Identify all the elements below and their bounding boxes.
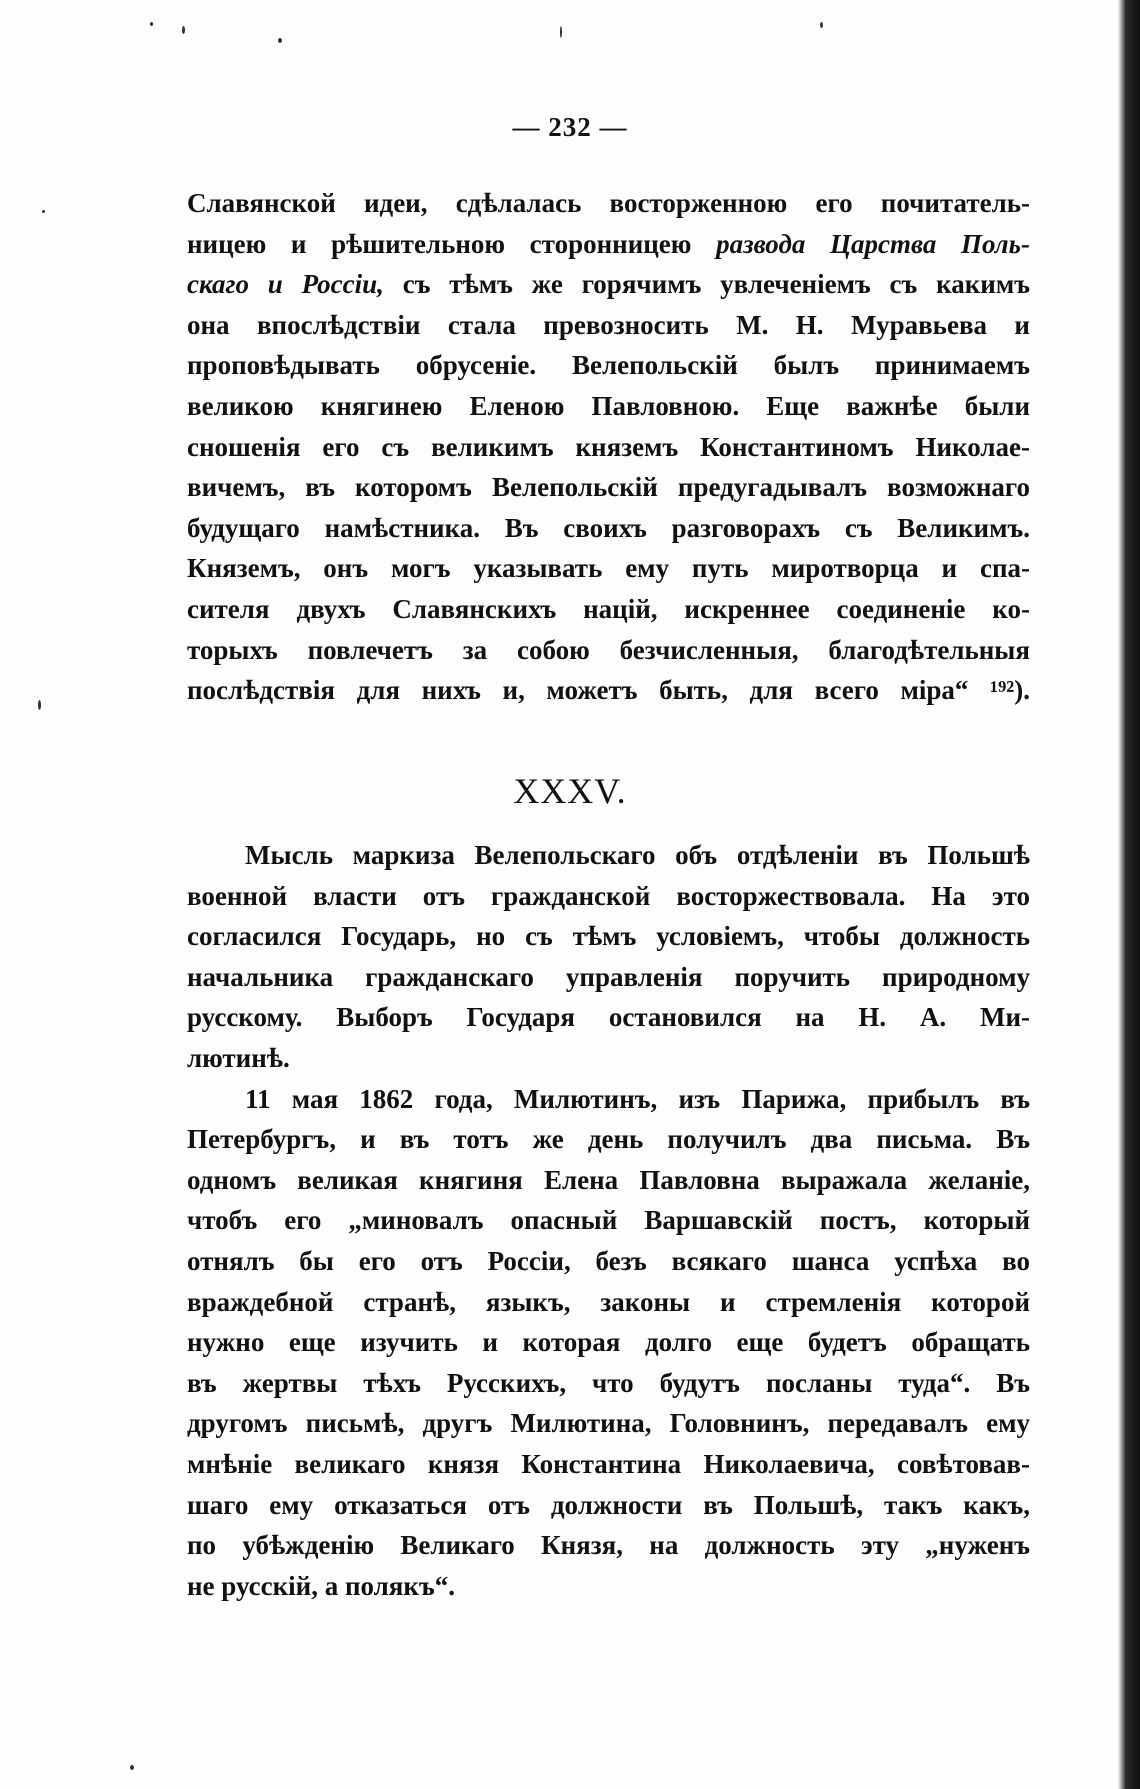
text-line: сношенія его съ великимъ княземъ Константиномъ Николае-	[187, 431, 1030, 462]
page-number: — 232 —	[512, 112, 628, 142]
text-line	[187, 224, 1030, 265]
scan-speck	[130, 1765, 134, 1770]
scan-speck	[38, 700, 41, 710]
text-line: нужно еще изучить и которая долго еще будетъ обращать	[187, 1327, 1030, 1358]
scan-speck	[820, 22, 823, 28]
text-line: лютинѣ.	[187, 1042, 290, 1073]
text-line	[187, 264, 1030, 305]
text-line: одномъ великая княгиня Елена Павловна выражала желаніе,	[187, 1164, 1030, 1195]
text-line: сителя двухъ Славянскихъ націй, искреннее соединеніе ко-	[187, 593, 1030, 624]
text-line: по убѣжденію Великаго Князя, на должность эту „нуженъ	[187, 1530, 1030, 1561]
scan-binding-edge	[1118, 0, 1140, 1789]
text-line: русскому. Выборъ Государя остановился на Н. А. Ми-	[187, 1002, 1030, 1033]
text-line: вичемъ, въ которомъ Велепольскій предугадывалъ возможнаго	[187, 472, 1030, 503]
text-line: она впослѣдствіи стала превозносить М. Н. Муравьева и	[187, 309, 1030, 340]
text-line: Петербургъ, и въ тотъ же день получилъ два письма. Въ	[187, 1124, 1030, 1155]
text-fragment: съ тѣмъ же горячимъ увлеченіемъ съ какимъ	[383, 269, 1030, 300]
text-line: проповѣдывать обрусеніе. Велепольскій былъ принимаемъ	[187, 350, 1030, 381]
italic-fragment: скаго и Россіи,	[187, 269, 384, 300]
text-line: Мысль маркиза Велепольскаго объ отдѣленіи въ Польшѣ	[245, 840, 1030, 870]
chapter-body	[187, 835, 1030, 1606]
text-line: Славянской идеи, сдѣлалась восторженною его почитатель-	[187, 188, 1030, 218]
text-line: не русскій, а полякъ“.	[187, 1570, 455, 1601]
text-fragment: ницею и рѣшительною сторонницею	[187, 228, 717, 259]
text-line: великою княгинею Еленою Павловною. Еще важнѣе были	[187, 390, 1030, 421]
scan-speck	[278, 38, 282, 43]
text-line: отнялъ бы его отъ Россіи, безъ всякаго шанса успѣха во	[187, 1245, 1030, 1276]
text-line: чтобъ его „миновалъ опасный Варшавскій постъ, который	[187, 1205, 1030, 1236]
text-line: военной власти отъ гражданской восторжествовала. На это	[187, 880, 1030, 911]
scan-speck	[150, 22, 153, 26]
text-line: согласился Государь, но съ тѣмъ условіемъ, чтобы должность	[187, 921, 1030, 952]
scan-speck	[560, 26, 562, 38]
scan-speck	[182, 26, 185, 34]
text-line: другомъ письмѣ, другъ Милютина, Головнинъ, передавалъ ему	[187, 1408, 1030, 1439]
text-line: шаго ему отказаться отъ должности въ Польшѣ, такъ какъ,	[187, 1489, 1030, 1520]
italic-fragment: развода Царства Поль-	[716, 228, 1030, 259]
text-line: враждебной странѣ, языкъ, законы и стремленія которой	[187, 1286, 1030, 1317]
paragraph-continued	[187, 183, 1030, 711]
text-line: въ жертвы тѣхъ Русскихъ, что будутъ посланы туда“. Въ	[187, 1367, 1030, 1398]
chapter-heading: XXXV.	[513, 771, 627, 811]
text-line: начальника гражданскаго управленія поручить природному	[187, 961, 1030, 992]
text-line: 11 мая 1862 года, Милютинъ, изъ Парижа, прибылъ въ	[245, 1083, 1030, 1114]
text-line: мнѣніе великаго князя Константина Николаевича, совѣтовав-	[187, 1448, 1030, 1479]
text-line: будущаго намѣстника. Въ своихъ разговорахъ съ Великимъ.	[187, 512, 1030, 543]
text-line: торыхъ повлечетъ за собою безчисленныя, благодѣтельныя	[187, 634, 1030, 665]
scan-speck	[42, 210, 45, 213]
text-line: послѣдствія для нихъ и, можетъ быть, для всего міра“ ¹⁹²).	[187, 675, 1030, 706]
text-line: Княземъ, онъ могъ указывать ему путь миротворца и спа-	[187, 553, 1030, 584]
